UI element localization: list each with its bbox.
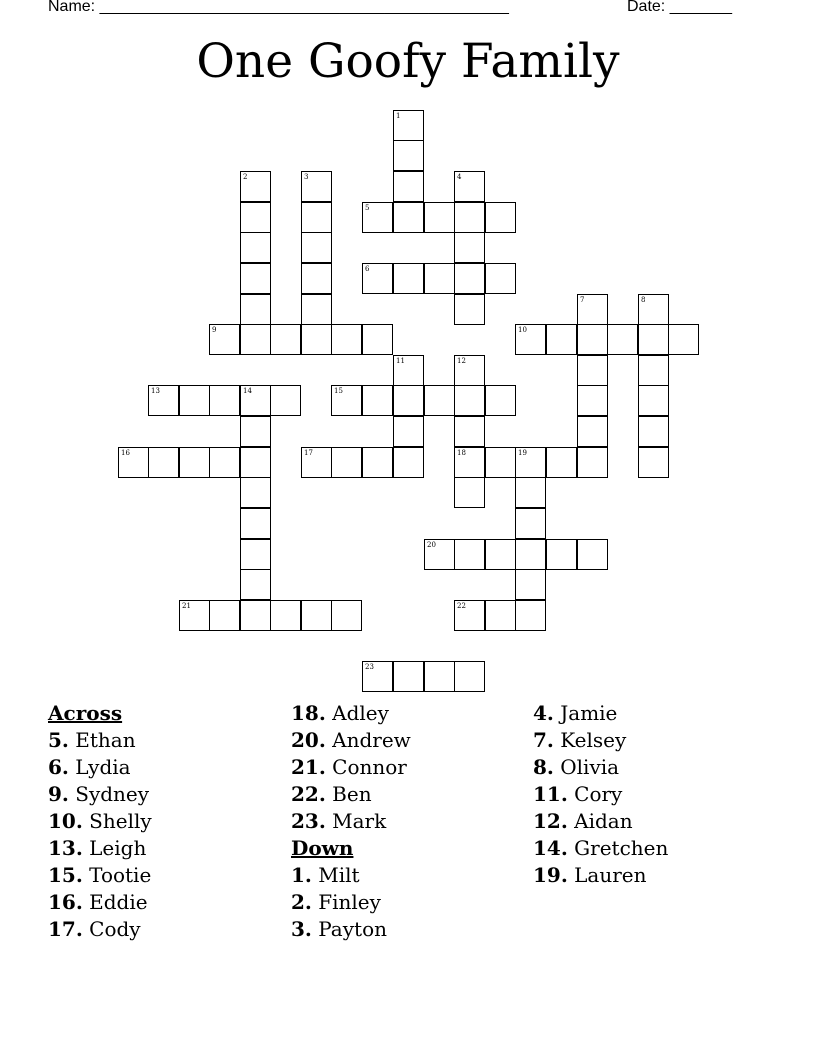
clue-item [48,916,152,943]
grid-cell[interactable] [301,324,332,355]
grid-cell[interactable] [301,294,332,325]
clue-item [48,862,152,889]
grid-cell[interactable] [607,324,638,355]
clue-item [48,808,152,835]
clue-item-number: 18. [291,701,326,725]
clue-item-text: Ben [325,782,372,806]
grid-cell[interactable] [454,539,485,570]
grid-cell[interactable] [209,385,240,416]
grid-cell[interactable] [393,171,424,202]
clue-item [291,889,411,916]
clue-number: 5 [365,204,370,212]
grid-cell[interactable] [454,232,485,263]
clue-number: 4 [457,173,462,181]
clue-item-text: Milt [311,863,360,887]
clue-item-text: Kelsey [553,728,627,752]
grid-cell[interactable] [454,416,485,447]
grid-cell[interactable] [362,324,393,355]
page-title: One Goofy Family [196,34,620,89]
grid-cell[interactable] [240,171,271,202]
clue-number: 11 [396,357,405,365]
clue-number: 23 [365,663,374,671]
clue-item [291,727,411,754]
grid-cell[interactable] [577,355,608,386]
grid-cell[interactable] [393,110,424,141]
clue-item [48,889,152,916]
clue-item-text: Andrew [325,728,411,752]
grid-cell[interactable] [301,600,332,631]
clue-item [533,835,668,862]
grid-cell[interactable] [638,294,669,325]
clue-item-text: Eddie [82,890,148,914]
clue-item-number: 15. [48,863,83,887]
clue-item-number: 19. [533,863,568,887]
grid-cell[interactable] [209,447,240,478]
clue-item-number: 9. [48,782,69,806]
grid-cell[interactable] [301,232,332,263]
grid-cell[interactable] [301,202,332,233]
clue-column-3 [533,700,668,889]
grid-cell[interactable] [424,202,455,233]
grid-cell[interactable] [393,661,424,692]
clue-item-text: Mark [325,809,387,833]
clue-number: 3 [304,173,309,181]
grid-cell[interactable] [577,385,608,416]
grid-cell[interactable] [424,661,455,692]
grid-cell[interactable] [454,294,485,325]
clue-item-number: 23. [291,809,326,833]
grid-cell[interactable] [454,447,485,478]
grid-cell[interactable] [240,569,271,600]
grid-cell[interactable] [393,385,424,416]
grid-cell[interactable] [454,202,485,233]
grid-cell[interactable] [454,661,485,692]
clue-item-number: 20. [291,728,326,752]
grid-cell[interactable] [393,355,424,386]
clue-item-number: 8. [533,755,554,779]
grid-cell[interactable] [515,539,546,570]
grid-cell[interactable] [454,385,485,416]
clue-item-number: 4. [533,701,554,725]
grid-cell[interactable] [179,385,210,416]
grid-cell[interactable] [240,232,271,263]
grid-cell[interactable] [638,447,669,478]
clue-item-number: 12. [533,809,568,833]
clue-item-number: 7. [533,728,554,752]
grid-cell[interactable] [638,416,669,447]
clue-column-2 [291,700,411,943]
clue-item-number: 14. [533,836,568,860]
grid-cell[interactable] [638,324,669,355]
clue-item-text: Shelly [82,809,152,833]
clue-item [533,808,668,835]
clue-item-number: 11. [533,782,568,806]
clue-number: 21 [182,602,191,610]
name-field-label[interactable]: Name: ______________________________________________ [48,0,509,15]
clue-item [291,700,411,727]
clue-item-number: 16. [48,890,83,914]
grid-cell[interactable] [240,294,271,325]
date-field-label[interactable]: Date: _______ [627,0,732,15]
clue-item [533,727,668,754]
grid-cell[interactable] [577,447,608,478]
clue-number: 2 [243,173,248,181]
grid-cell[interactable] [454,355,485,386]
clue-item [48,754,152,781]
grid-cell[interactable] [454,600,485,631]
grid-cell[interactable] [393,202,424,233]
clue-number: 15 [334,387,343,395]
grid-cell[interactable] [515,569,546,600]
clue-item-number: 5. [48,728,69,752]
clue-item [48,835,152,862]
clue-number: 13 [151,387,160,395]
grid-cell[interactable] [362,661,393,692]
clue-item [291,862,411,889]
clue-number: 10 [518,326,527,334]
clue-item-number: 22. [291,782,326,806]
grid-cell[interactable] [118,447,149,478]
grid-cell[interactable] [577,324,608,355]
grid-cell[interactable] [393,140,424,171]
grid-cell[interactable] [485,539,516,570]
grid-cell[interactable] [240,477,271,508]
grid-cell[interactable] [240,508,271,539]
grid-cell[interactable] [638,355,669,386]
grid-cell[interactable] [485,202,516,233]
grid-cell[interactable] [240,416,271,447]
clue-number: 17 [304,449,313,457]
clue-item-text: Sydney [68,782,150,806]
clue-item-number: 3. [291,917,312,941]
grid-cell[interactable] [638,385,669,416]
grid-cell[interactable] [179,447,210,478]
grid-cell[interactable] [240,385,271,416]
clue-item-text: Ethan [68,728,136,752]
clue-item [48,781,152,808]
grid-cell[interactable] [362,263,393,294]
clue-item [533,700,668,727]
clue-item-number: 17. [48,917,83,941]
clue-item [533,862,668,889]
grid-cell[interactable] [393,416,424,447]
grid-cell[interactable] [240,263,271,294]
grid-cell[interactable] [485,447,516,478]
clue-number: 6 [365,265,370,273]
grid-cell[interactable] [515,324,546,355]
grid-cell[interactable] [301,263,332,294]
clue-item [291,808,411,835]
grid-cell[interactable] [331,600,362,631]
grid-cell[interactable] [546,447,577,478]
grid-cell[interactable] [454,171,485,202]
clue-number: 18 [457,449,466,457]
clue-item-number: 2. [291,890,312,914]
clue-item-text: Cory [567,782,623,806]
grid-cell[interactable] [240,202,271,233]
clue-column-1 [48,700,152,943]
clue-number: 7 [580,296,585,304]
clue-item [533,754,668,781]
grid-cell[interactable] [424,539,455,570]
grid-cell[interactable] [301,171,332,202]
grid-cell[interactable] [362,447,393,478]
clue-item-text: Lydia [68,755,131,779]
clue-number: 20 [427,541,436,549]
grid-cell[interactable] [209,324,240,355]
clue-item [533,781,668,808]
grid-cell[interactable] [485,600,516,631]
clue-item-text: Payton [311,917,387,941]
grid-cell[interactable] [515,477,546,508]
clue-item-text: Aidan [567,809,633,833]
grid-cell[interactable] [270,324,301,355]
grid-cell[interactable] [515,600,546,631]
clue-number: 19 [518,449,527,457]
grid-cell[interactable] [331,447,362,478]
grid-cell[interactable] [240,324,271,355]
clue-item [291,754,411,781]
clue-number: 22 [457,602,466,610]
clue-item-text: Tootie [82,863,152,887]
grid-cell[interactable] [424,263,455,294]
grid-cell[interactable] [331,324,362,355]
clue-item-number: 6. [48,755,69,779]
clue-item-text: Gretchen [567,836,669,860]
grid-cell[interactable] [485,385,516,416]
clue-item-number: 13. [48,836,83,860]
grid-cell[interactable] [577,416,608,447]
grid-cell[interactable] [546,539,577,570]
clue-number: 12 [457,357,466,365]
grid-cell[interactable] [454,477,485,508]
grid-cell[interactable] [148,385,179,416]
clue-number: 8 [641,296,646,304]
clue-item-number: 10. [48,809,83,833]
grid-cell[interactable] [668,324,699,355]
clue-item [291,781,411,808]
grid-cell[interactable] [240,539,271,570]
grid-cell[interactable] [424,385,455,416]
grid-cell[interactable] [577,539,608,570]
grid-cell[interactable] [577,294,608,325]
grid-cell[interactable] [301,447,332,478]
grid-cell[interactable] [209,600,240,631]
clue-item-text: Jamie [553,701,618,725]
grid-cell[interactable] [270,600,301,631]
clue-item-text: Leigh [82,836,147,860]
clue-section-heading: Down [291,836,354,860]
clue-section-heading: Across [48,701,123,725]
grid-cell[interactable] [270,385,301,416]
grid-cell[interactable] [240,447,271,478]
grid-cell[interactable] [393,447,424,478]
grid-cell[interactable] [148,447,179,478]
clue-item-text: Olivia [553,755,620,779]
clue-number: 16 [121,449,130,457]
clue-number: 1 [396,112,401,120]
clue-item-text: Cody [82,917,141,941]
clue-item [291,916,411,943]
grid-cell[interactable] [362,385,393,416]
clue-item-text: Finley [311,890,381,914]
grid-cell[interactable] [331,385,362,416]
grid-cell[interactable] [515,508,546,539]
clue-item-text: Adley [325,701,389,725]
clue-item [48,727,152,754]
grid-cell[interactable] [546,324,577,355]
grid-cell[interactable] [485,263,516,294]
clue-item-number: 1. [291,863,312,887]
grid-cell[interactable] [240,600,271,631]
grid-cell[interactable] [454,263,485,294]
grid-cell[interactable] [362,202,393,233]
clue-number: 14 [243,387,252,395]
grid-cell[interactable] [179,600,210,631]
grid-cell[interactable] [515,447,546,478]
clue-number: 9 [212,326,217,334]
clue-item-number: 21. [291,755,326,779]
clue-item-text: Connor [325,755,407,779]
grid-cell[interactable] [393,263,424,294]
clue-item-text: Lauren [567,863,647,887]
